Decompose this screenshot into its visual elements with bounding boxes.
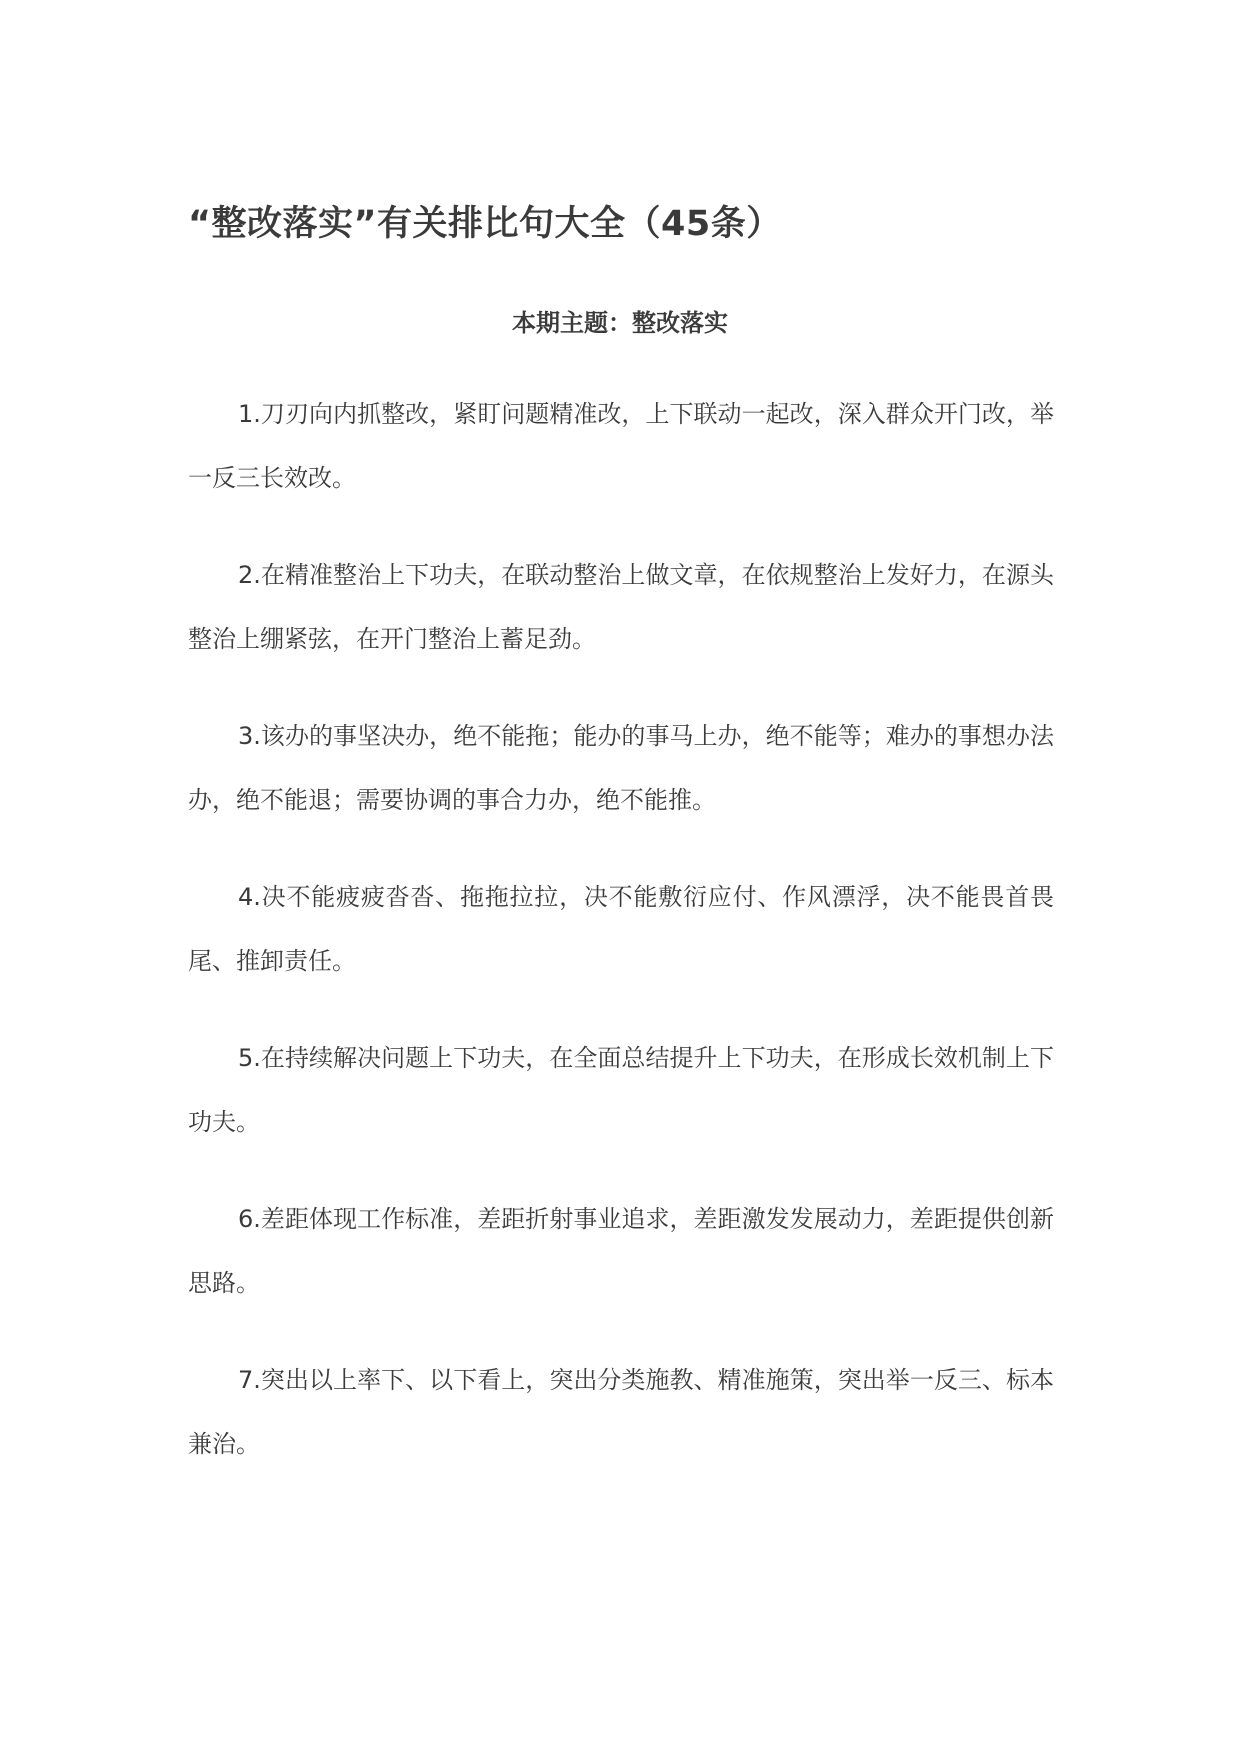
paragraph-3: 3.该办的事坚决办，绝不能拖；能办的事马上办，绝不能等；难办的事想办法办，绝不能退；需要协调的事合力办，绝不能推。 bbox=[188, 722, 1054, 814]
paragraph-4: 4.决不能疲疲沓沓、拖拖拉拉，决不能敷衍应付、作风漂浮，决不能畏首畏尾、推卸责任。 bbox=[188, 883, 1054, 975]
paragraph-7: 7.突出以上率下、以下看上，突出分类施教、精准施策，突出举一反三、标本兼治。 bbox=[188, 1366, 1054, 1458]
paragraph-5: 5.在持续解决问题上下功夫，在全面总结提升上下功夫，在形成长效机制上下功夫。 bbox=[188, 1044, 1054, 1136]
paragraph-1: 1.刀刃向内抓整改，紧盯问题精准改，上下联动一起改，深入群众开门改，举一反三长效改。 bbox=[188, 400, 1054, 492]
paragraph-6: 6.差距体现工作标准，差距折射事业追求，差距激发发展动力，差距提供创新思路。 bbox=[188, 1205, 1054, 1297]
document-title: “整改落实”有关排比句大全（45条） bbox=[188, 204, 782, 244]
paragraph-2: 2.在精准整治上下功夫，在联动整治上做文章，在依规整治上发好力，在源头整治上绷紧弦，在开门整治上蓄足劲。 bbox=[188, 561, 1054, 653]
document-body bbox=[188, 382, 1054, 1509]
document-subtitle: 本期主题：整改落实 bbox=[512, 309, 728, 337]
